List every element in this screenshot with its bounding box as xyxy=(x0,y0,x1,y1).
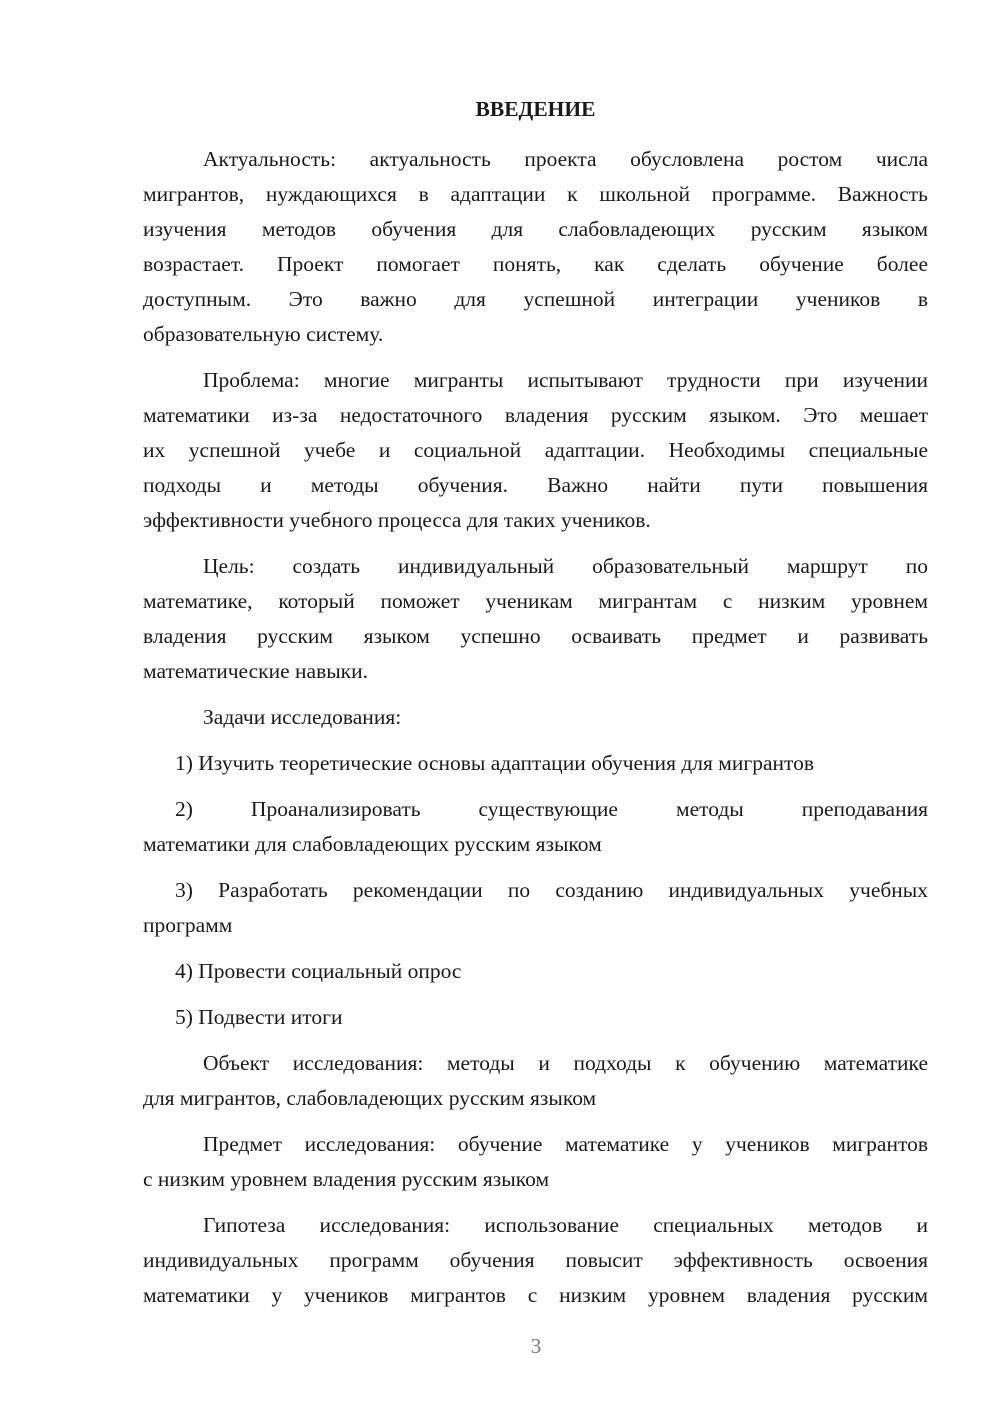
problem-paragraph xyxy=(143,363,928,538)
text-line: Задачи исследования: xyxy=(203,705,402,729)
text-line: Объект исследования: методы и подходы к обучению математике xyxy=(203,1051,928,1075)
section-title: ВВЕДЕНИЕ xyxy=(475,97,596,121)
text-line: математики для слабовладеющих русским языком xyxy=(143,832,602,856)
task-item-2 xyxy=(143,792,928,862)
text-line: 5) Подвести итоги xyxy=(175,1005,343,1029)
text-line: 2) Проанализировать существующие методы преподавания xyxy=(175,797,928,821)
text-line: мигрантов, нуждающихся в адаптации к школьной программе. Важность xyxy=(143,182,928,206)
object-paragraph xyxy=(143,1046,928,1116)
text-line: их успешной учебе и социальной адаптации. Необходимы специальные xyxy=(143,438,928,462)
document-page xyxy=(143,92,928,1324)
text-line: 3) Разработать рекомендации по созданию индивидуальных учебных xyxy=(175,878,928,902)
task-item-4 xyxy=(143,954,928,989)
text-line: 4) Провести социальный опрос xyxy=(175,959,462,983)
text-line: Актуальность: актуальность проекта обусловлена ростом числа xyxy=(203,147,928,171)
task-item-1 xyxy=(143,746,928,781)
text-line: Гипотеза исследования: использование специальных методов и xyxy=(203,1213,928,1237)
relevance-paragraph xyxy=(143,142,928,352)
text-line: для мигрантов, слабовладеющих русским языком xyxy=(143,1086,597,1110)
task-item-3 xyxy=(143,873,928,943)
text-line: математики у учеников мигрантов с низким уровнем владения русским xyxy=(143,1283,928,1307)
text-line: математические навыки. xyxy=(143,659,369,683)
text-line: образовательную систему. xyxy=(143,322,384,346)
text-line: программ xyxy=(143,913,233,937)
text-line: владения русским языком успешно осваивать предмет и развивать xyxy=(143,624,928,648)
text-line: эффективности учебного процесса для таких учеников. xyxy=(143,508,651,532)
text-line: Проблема: многие мигранты испытывают трудности при изучении xyxy=(203,368,928,392)
subject-paragraph xyxy=(143,1127,928,1197)
goal-paragraph xyxy=(143,549,928,689)
hypothesis-paragraph xyxy=(143,1208,928,1313)
text-line: изучения методов обучения для слабовладеющих русским языком xyxy=(143,217,928,241)
tasks-heading xyxy=(143,700,928,735)
text-line: возрастает. Проект помогает понять, как сделать обучение более xyxy=(143,252,928,276)
page-number: 3 xyxy=(530,1334,542,1358)
text-line: подходы и методы обучения. Важно найти пути повышения xyxy=(143,473,928,497)
text-line: 1) Изучить теоретические основы адаптации обучения для мигрантов xyxy=(175,751,815,775)
text-line: Предмет исследования: обучение математике у учеников мигрантов xyxy=(203,1132,928,1156)
text-line: Цель: создать индивидуальный образовательный маршрут по xyxy=(203,554,928,578)
task-item-5 xyxy=(143,1000,928,1035)
text-line: математике, который поможет ученикам мигрантам с низким уровнем xyxy=(143,589,928,613)
text-line: доступным. Это важно для успешной интеграции учеников в xyxy=(143,287,928,311)
text-line: индивидуальных программ обучения повысит эффективность освоения xyxy=(143,1248,928,1272)
text-line: с низким уровнем владения русским языком xyxy=(143,1167,550,1191)
text-line: математики из-за недостаточного владения русским языком. Это мешает xyxy=(143,403,928,427)
